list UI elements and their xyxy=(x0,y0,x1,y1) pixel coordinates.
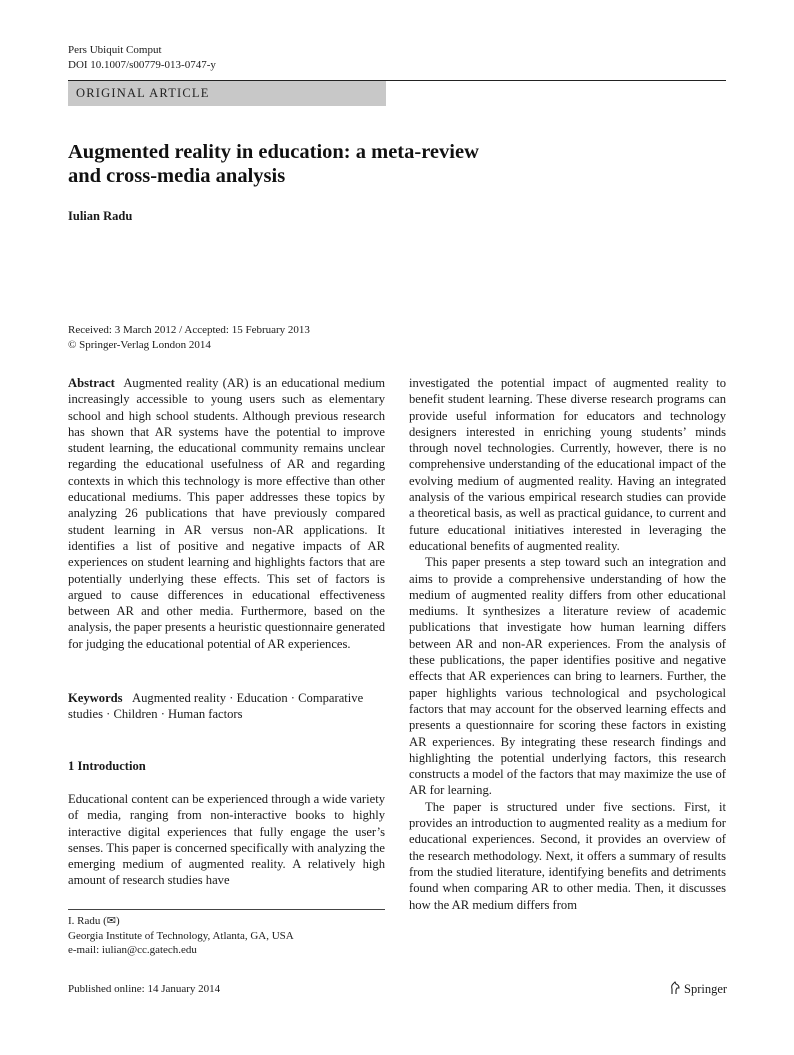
publisher-name: Springer xyxy=(684,982,728,996)
right-column xyxy=(409,375,726,913)
keywords xyxy=(68,690,385,723)
footnote-email[interactable]: e-mail: iulian@cc.gatech.edu xyxy=(68,944,197,956)
footnote-affiliation: Georgia Institute of Technology, Atlanta, GA, USA xyxy=(68,929,294,942)
dates-block xyxy=(68,323,310,353)
title-line-2: and cross-media analysis xyxy=(68,165,286,187)
published-online: Published online: 14 January 2014 xyxy=(68,983,221,995)
copyright: © Springer-Verlag London 2014 xyxy=(68,339,211,351)
article-type-banner: ORIGINAL ARTICLE xyxy=(68,81,386,106)
right-paragraph-1: investigated the potential impact of augmented reality to benefit student learning. These diverse research programs can provide useful information for educators and technology designers interested in enriching young students’ minds through novel technologies. Currently, however, there is no comprehensive understanding of the educational impact of the evolving medium of augmented reality. Having an integrated analysis of the various empirical research studies can provide a theoretical basis, as well as practical guidance, to current and future educational initiatives interested in leveraging the educational benefits of augmented reality. xyxy=(409,376,726,553)
right-paragraph-3: The paper is structured under five sections. First, it provides an introduction to augmented reality as a medium for educational experiences. Second, it provides an overview of the research methodology. Next, it offers a summary of results from the studied literature, identifying benefits and detriments found when comparing AR to other media. Then, it discusses how the AR medium differs from xyxy=(409,799,726,912)
paper-title xyxy=(68,140,668,188)
footnote-rule xyxy=(68,909,385,910)
received-accepted: Received: 3 March 2012 / Accepted: 15 February 2013 xyxy=(68,324,310,336)
springer-horse-icon xyxy=(669,981,681,995)
journal-header xyxy=(68,43,216,73)
intro-text: Educational content can be experienced through a wide variety of media, ranging from non-interactive books to highly interactive digital experiences that fully engage the user’s senses. This paper is concerned specifically with analyzing the emerging medium of augmented reality. A relatively high amount of research studies have xyxy=(68,792,385,888)
abstract-label: Abstract xyxy=(68,376,115,390)
author: Iulian Radu xyxy=(68,209,133,223)
journal-name: Pers Ubiquit Comput xyxy=(68,44,162,56)
keywords-label: Keywords xyxy=(68,691,123,705)
publisher-logo xyxy=(669,981,727,997)
right-paragraph-2: This paper presents a step toward such an integration and aims to provide a comprehensive understanding of how the medium of augmented reality differs from other educational mediums. It synthesizes a literature review of academic publications that investigate how human learning differs between AR and non-AR experiences. From the analysis of these publications, the paper identifies positive and negative effects that AR experiences can bring to learners. Further, the paper highlights various technological and psychological factors that may account for the observed learning effects and presents a questionnaire for scoring these factors in existing AR experiences. By integrating these research findings and highlighting the potential underlying factors, this research constructs a model of the factors that may maximize the use of AR for learning. xyxy=(409,555,726,798)
abstract xyxy=(68,375,385,652)
author-footnote xyxy=(68,914,294,958)
intro-paragraph xyxy=(68,791,385,889)
section-heading-introduction: 1 Introduction xyxy=(68,759,146,773)
title-line-1: Augmented reality in education: a meta-review xyxy=(68,141,479,163)
doi: DOI 10.1007/s00779-013-0747-y xyxy=(68,59,216,71)
keywords-text: Augmented reality · Education · Comparative studies · Children · Human factors xyxy=(68,691,364,722)
abstract-text: Augmented reality (AR) is an educational medium increasingly accessible to young users such as elementary school and high school students. Although previous research has shown that AR systems have the potential to improve student learning, the educational community remains unclear regarding the educational usefulness of AR and regarding contexts in which this technology is more effective than other educational mediums. This paper addresses these topics by analyzing 26 publications that have previously compared student learning in AR versus non-AR applications. It identifies a list of positive and negative impacts of AR experiences on student learning and highlights factors that are potentially underlying these effects. This set of factors is argued to cause differences in educational effectiveness between AR and other media. Furthermore, based on the analysis, the paper presents a heuristic questionnaire generated for judging the educational potential of AR experiences. xyxy=(68,376,385,651)
footnote-name: I. Radu (✉) xyxy=(68,915,120,927)
